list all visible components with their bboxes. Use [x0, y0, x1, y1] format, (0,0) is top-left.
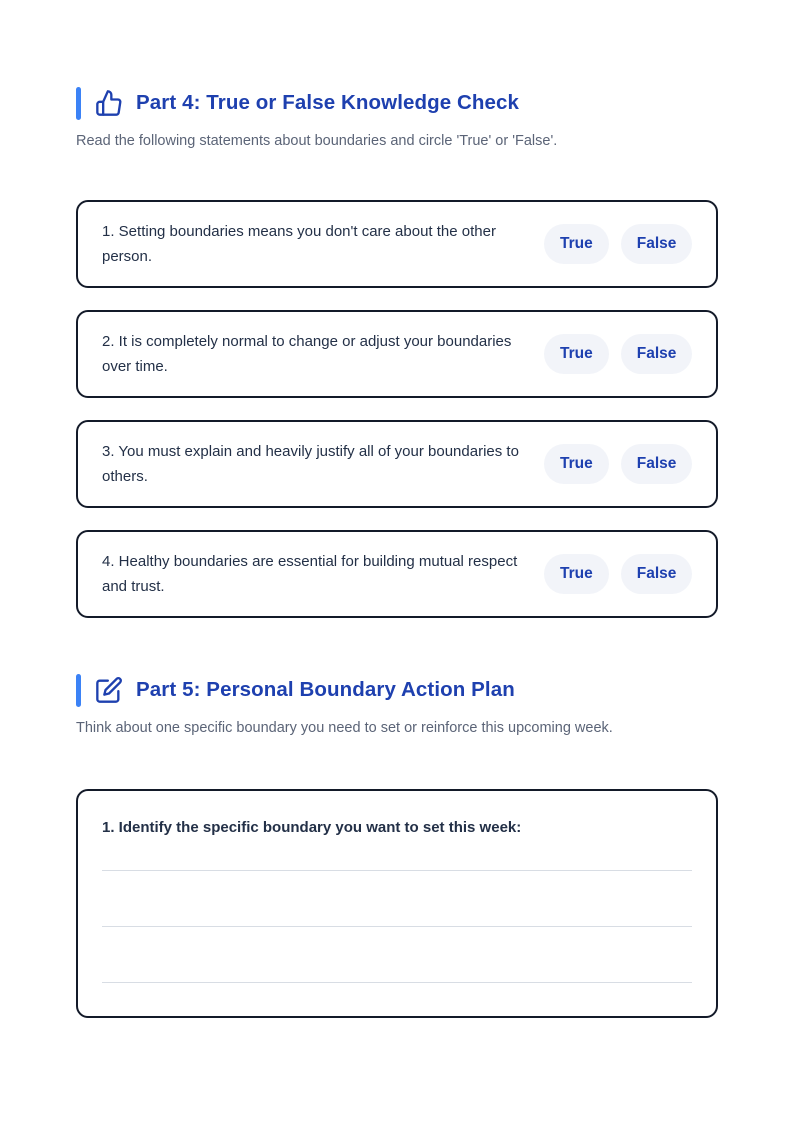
- statement-text: 1. Setting boundaries means you don't care about the other person.: [102, 223, 496, 265]
- answer-line: [102, 927, 692, 983]
- answer-line: [102, 839, 692, 871]
- false-button[interactable]: False: [621, 224, 693, 264]
- answer-lines: [102, 839, 692, 983]
- statement-card: [76, 420, 718, 508]
- statement-text: 2. It is completely normal to change or adjust your boundaries over time.: [102, 333, 512, 375]
- action-plan-prompt: 1. Identify the specific boundary you want to set this week:: [102, 819, 522, 836]
- true-button[interactable]: True: [544, 554, 609, 594]
- statement-text: 3. You must explain and heavily justify all of your boundaries to others.: [102, 443, 519, 485]
- statement-text: 4. Healthy boundaries are essential for building mutual respect and trust.: [102, 553, 518, 595]
- action-plan-card: [76, 789, 718, 1018]
- part5-header: [76, 673, 718, 707]
- part5-subtitle: Think about one specific boundary you need to set or reinforce this upcoming week.: [76, 720, 613, 736]
- part4-subtitle: Read the following statements about boundaries and circle 'True' or 'False'.: [76, 133, 558, 149]
- answer-options: [544, 224, 692, 264]
- part5-title: Part 5: Personal Boundary Action Plan: [136, 678, 515, 701]
- section-part4: [76, 86, 718, 618]
- thumbs-up-icon: [95, 89, 123, 117]
- true-button[interactable]: True: [544, 444, 609, 484]
- section-part5: [76, 673, 718, 1018]
- part4-header: [76, 86, 718, 120]
- true-button[interactable]: True: [544, 334, 609, 374]
- false-button[interactable]: False: [621, 444, 693, 484]
- accent-bar: [76, 674, 81, 707]
- statement-card: [76, 200, 718, 288]
- answer-options: [544, 444, 692, 484]
- answer-options: [544, 334, 692, 374]
- statement-card-list: [76, 200, 718, 618]
- false-button[interactable]: False: [621, 334, 693, 374]
- answer-options: [544, 554, 692, 594]
- accent-bar: [76, 87, 81, 120]
- statement-card: [76, 530, 718, 618]
- part4-title: Part 4: True or False Knowledge Check: [136, 91, 520, 114]
- answer-line: [102, 871, 692, 927]
- true-button[interactable]: True: [544, 224, 609, 264]
- edit-icon: [95, 676, 123, 704]
- statement-card: [76, 310, 718, 398]
- false-button[interactable]: False: [621, 554, 693, 594]
